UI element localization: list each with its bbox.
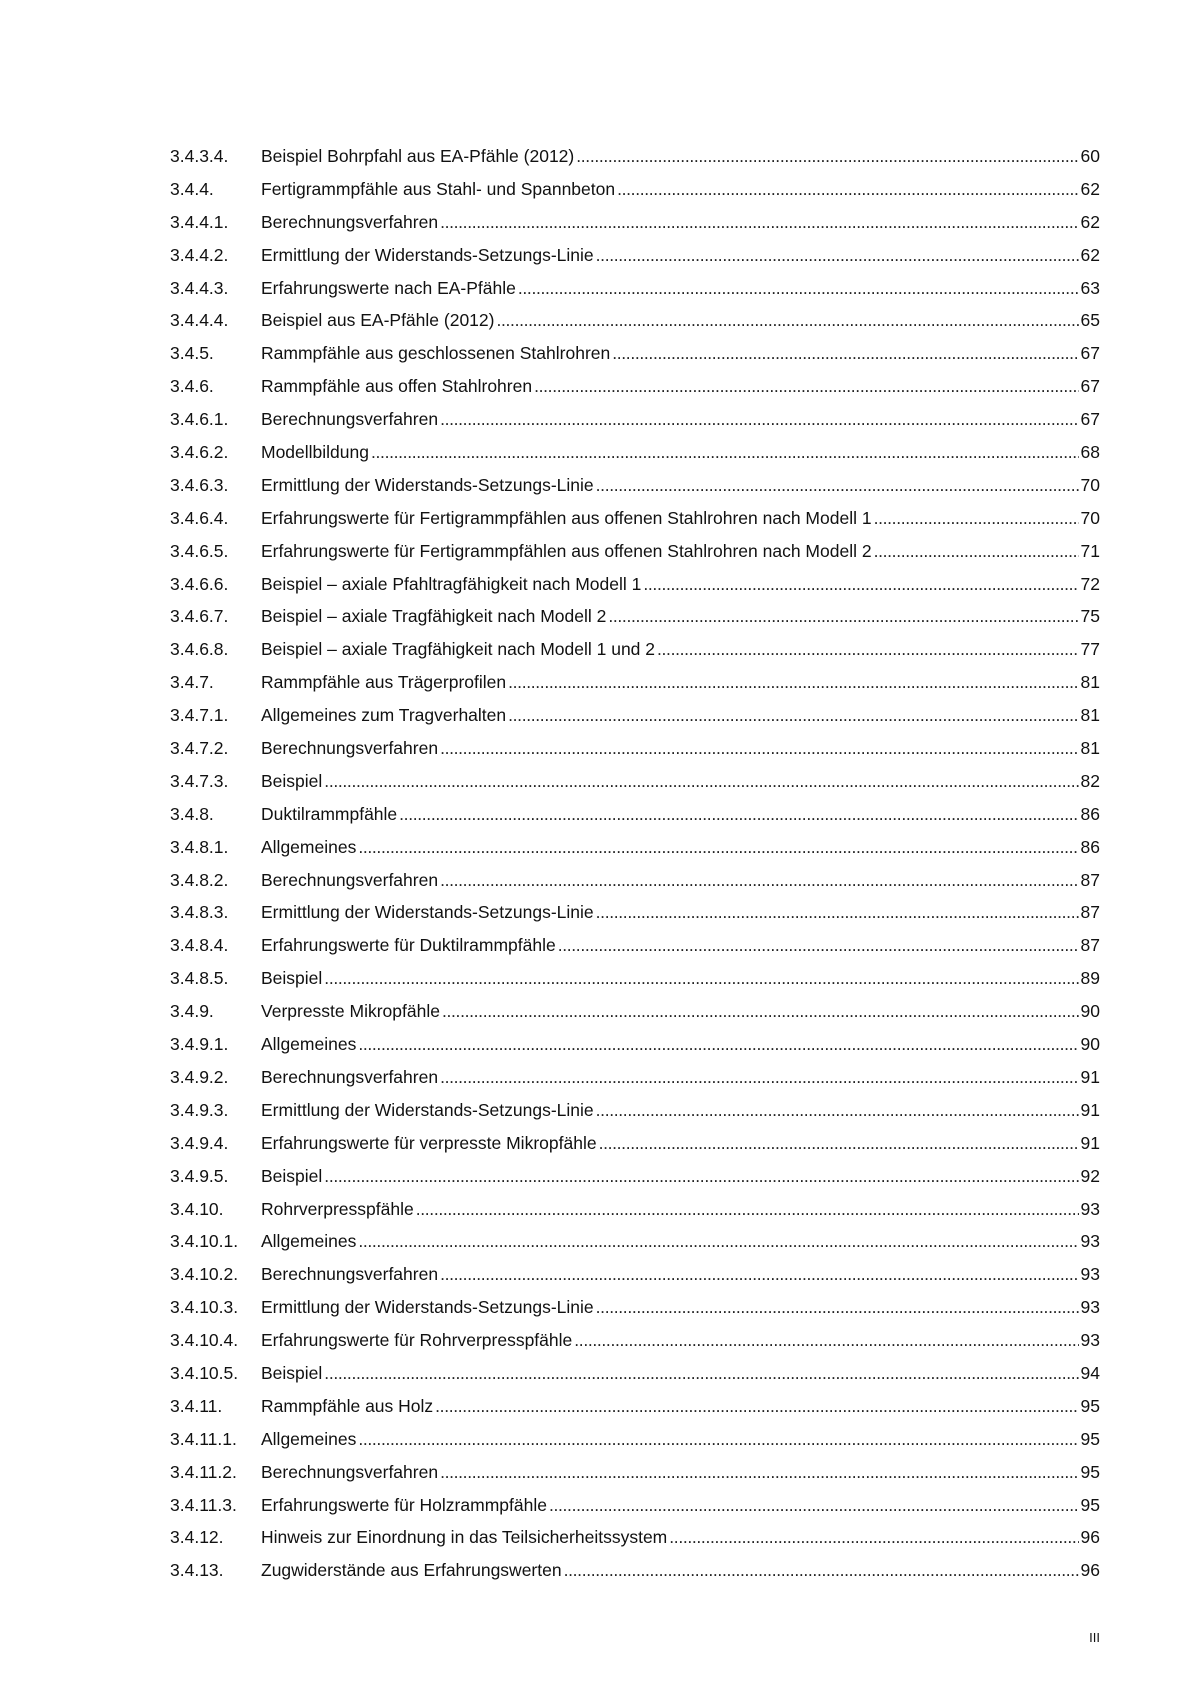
toc-leader-dots: [518, 272, 1079, 305]
toc-entry[interactable]: [170, 1127, 1100, 1160]
toc-entry[interactable]: [170, 1521, 1100, 1554]
toc-entry-page[interactable]: 87: [1080, 902, 1100, 923]
toc-leader-dots: [416, 1193, 1079, 1226]
toc-entry-number: 3.4.4.3.: [170, 277, 229, 298]
toc-entry-number: 3.4.8.4.: [170, 935, 229, 956]
toc-entry-page[interactable]: 81: [1080, 705, 1100, 726]
toc-entry[interactable]: [170, 535, 1100, 568]
toc-entry-page[interactable]: 62: [1080, 178, 1100, 199]
toc-entry-page[interactable]: 93: [1080, 1198, 1100, 1219]
toc-entry-page[interactable]: 75: [1080, 606, 1100, 627]
toc-entry-page[interactable]: 70: [1080, 474, 1100, 495]
toc-entry[interactable]: [170, 699, 1100, 732]
toc-leader-dots: [435, 1390, 1078, 1423]
toc-entry-title[interactable]: Beispiel: [261, 968, 323, 989]
toc-entry-page[interactable]: 93: [1080, 1297, 1100, 1318]
toc-leader-dots: [358, 1423, 1078, 1456]
toc-entry-number: 3.4.9.2.: [170, 1066, 229, 1087]
toc-leader-dots: [574, 1324, 1078, 1357]
toc-entry-title[interactable]: Allgemeines: [261, 836, 357, 857]
toc-entry-title[interactable]: Beispiel Bohrpfahl aus EA-Pfähle (2012): [261, 146, 575, 166]
toc-entry-page[interactable]: 87: [1080, 935, 1100, 956]
toc-entry-number: 3.4.6.4.: [170, 507, 229, 528]
toc-entry-number: 3.4.4.4.: [170, 310, 229, 331]
toc-entry-page[interactable]: 95: [1080, 1494, 1100, 1515]
toc-entry-title[interactable]: Erfahrungswerte für Rohrverpresspfähle: [261, 1330, 573, 1351]
toc-entry-title[interactable]: Erfahrungswerte für Fertigrammpfählen aus offenen Stahlrohren nach Modell 2: [261, 540, 872, 561]
toc-entry-title[interactable]: Rammpfähle aus geschlossenen Stahlrohren: [261, 343, 611, 364]
toc-entry-title[interactable]: Berechnungsverfahren: [261, 211, 439, 232]
toc-entry[interactable]: [170, 1160, 1100, 1193]
toc-leader-dots: [643, 568, 1078, 601]
toc-entry-page[interactable]: 67: [1080, 409, 1100, 430]
toc-entry[interactable]: [170, 1094, 1100, 1127]
toc-entry-title[interactable]: Hinweis zur Einordnung in das Teilsicherheitssystem: [261, 1527, 668, 1548]
toc-entry-title[interactable]: Beispiel – axiale Tragfähigkeit nach Modell 1 und 2: [261, 639, 655, 660]
toc-entry-title[interactable]: Berechnungsverfahren: [261, 1066, 439, 1087]
toc-entry[interactable]: [170, 864, 1100, 897]
toc-entry-page[interactable]: 65: [1080, 310, 1100, 331]
toc-entry-title[interactable]: Erfahrungswerte nach EA-Pfähle: [261, 277, 516, 298]
toc-leader-dots: [534, 370, 1078, 403]
toc-entry[interactable]: [170, 633, 1100, 666]
toc-entry-page[interactable]: 93: [1080, 1330, 1100, 1351]
toc-entry-number: 3.4.6.1.: [170, 409, 229, 430]
toc-entry-title[interactable]: Erfahrungswerte für Duktilrammpfähle: [261, 935, 556, 956]
toc-entry-number: 3.4.11.2.: [170, 1461, 237, 1482]
toc-leader-dots: [549, 1489, 1079, 1522]
toc-entry[interactable]: [170, 239, 1100, 272]
toc-leader-dots: [324, 765, 1078, 798]
toc-leader-dots: [442, 995, 1079, 1028]
toc-entry[interactable]: [170, 568, 1100, 601]
toc-entry[interactable]: [170, 436, 1100, 469]
toc-entry-number: 3.4.4.2.: [170, 244, 229, 265]
toc-entry[interactable]: [170, 272, 1100, 305]
toc-entry[interactable]: [170, 732, 1100, 765]
toc-leader-dots: [599, 1127, 1079, 1160]
toc-entry-number: 3.4.9.4.: [170, 1132, 229, 1153]
toc-entry-page[interactable]: 68: [1080, 442, 1100, 463]
toc-entry-title[interactable]: Ermittlung der Widerstands-Setzungs-Linie: [261, 1297, 594, 1318]
toc-entry-number: 3.4.6.6.: [170, 573, 229, 594]
toc-entry-page[interactable]: 71: [1080, 540, 1100, 561]
toc-entry-number: 3.4.7.1.: [170, 705, 229, 726]
toc-entry[interactable]: [170, 962, 1100, 995]
toc-entry[interactable]: [170, 1489, 1100, 1522]
toc-entry-number: 3.4.9.5.: [170, 1165, 229, 1186]
toc-entry-page[interactable]: 92: [1080, 1165, 1100, 1186]
toc-entry-title[interactable]: Beispiel – axiale Tragfähigkeit nach Modell 2: [261, 606, 607, 627]
toc-entry-page[interactable]: 72: [1080, 573, 1100, 594]
toc-leader-dots: [596, 1094, 1079, 1127]
toc-entry-title[interactable]: Verpresste Mikropfähle: [261, 1001, 440, 1022]
toc-entry-number: 3.4.6.5.: [170, 540, 229, 561]
toc-entry[interactable]: [170, 173, 1100, 206]
toc-entry[interactable]: [170, 1554, 1100, 1587]
toc-leader-dots: [496, 304, 1078, 337]
toc-entry-title[interactable]: Allgemeines: [261, 1034, 357, 1055]
toc-entry[interactable]: [170, 1028, 1100, 1061]
toc-entry-title[interactable]: Erfahrungswerte für Holzrammpfähle: [261, 1494, 547, 1515]
toc-leader-dots: [608, 600, 1078, 633]
toc-entry-page[interactable]: 77: [1080, 639, 1100, 660]
toc-entry-number: 3.4.9.1.: [170, 1034, 229, 1055]
toc-entry-title[interactable]: Rammpfähle aus Holz: [261, 1395, 434, 1416]
table-of-contents: [170, 140, 1100, 1587]
toc-entry-title[interactable]: Berechnungsverfahren: [261, 1461, 439, 1482]
toc-leader-dots: [612, 337, 1078, 370]
toc-entry-number: 3.4.6.2.: [170, 442, 229, 463]
toc-entry-page[interactable]: 87: [1080, 869, 1100, 890]
toc-entry[interactable]: [170, 140, 1100, 173]
toc-entry[interactable]: [170, 1258, 1100, 1291]
toc-leader-dots: [324, 962, 1078, 995]
toc-entry-page[interactable]: 67: [1080, 343, 1100, 364]
toc-leader-dots: [399, 798, 1078, 831]
toc-entry[interactable]: [170, 1291, 1100, 1324]
toc-entry[interactable]: [170, 929, 1100, 962]
toc-entry-page[interactable]: 63: [1080, 277, 1100, 298]
toc-leader-dots: [564, 1554, 1079, 1587]
toc-entry-number: 3.4.4.1.: [170, 211, 229, 232]
toc-entry-page[interactable]: 81: [1080, 738, 1100, 759]
toc-leader-dots: [596, 896, 1079, 929]
toc-entry-number: 3.4.10.5.: [170, 1362, 239, 1383]
toc-entry-number: 3.4.10.2.: [170, 1264, 239, 1285]
toc-entry[interactable]: [170, 765, 1100, 798]
toc-entry-number: 3.4.8.1.: [170, 836, 229, 857]
toc-entry-number: 3.4.6.3.: [170, 474, 229, 495]
toc-entry-number: 3.4.3.4.: [170, 146, 229, 166]
toc-entry[interactable]: [170, 1225, 1100, 1258]
toc-entry[interactable]: [170, 995, 1100, 1028]
toc-entry-title[interactable]: Berechnungsverfahren: [261, 738, 439, 759]
toc-entry-number: 3.4.11.1.: [170, 1428, 237, 1449]
toc-entry-number: 3.4.5.: [170, 343, 214, 364]
toc-entry-title[interactable]: Zugwiderstände aus Erfahrungswerten: [261, 1560, 562, 1581]
toc-entry-page[interactable]: 60: [1080, 146, 1100, 166]
toc-leader-dots: [596, 1291, 1079, 1324]
toc-leader-dots: [440, 732, 1078, 765]
toc-entry[interactable]: [170, 370, 1100, 403]
toc-entry-page[interactable]: 94: [1080, 1362, 1100, 1383]
toc-entry-title[interactable]: Ermittlung der Widerstands-Setzungs-Linie: [261, 474, 594, 495]
toc-entry-title[interactable]: Berechnungsverfahren: [261, 1264, 439, 1285]
toc-entry[interactable]: [170, 1357, 1100, 1390]
toc-leader-dots: [440, 1061, 1078, 1094]
toc-entry[interactable]: [170, 666, 1100, 699]
toc-leader-dots: [440, 864, 1078, 897]
toc-entry-page[interactable]: 70: [1080, 507, 1100, 528]
toc-entry[interactable]: [170, 1324, 1100, 1357]
toc-entry-page[interactable]: 62: [1080, 244, 1100, 265]
toc-entry-number: 3.4.10.1.: [170, 1231, 239, 1252]
toc-leader-dots: [358, 831, 1078, 864]
toc-entry[interactable]: [170, 1193, 1100, 1226]
toc-entry[interactable]: [170, 1423, 1100, 1456]
toc-entry-page[interactable]: 67: [1080, 376, 1100, 397]
toc-leader-dots: [358, 1028, 1078, 1061]
toc-entry-number: 3.4.6.7.: [170, 606, 229, 627]
toc-entry-title[interactable]: Beispiel: [261, 1362, 323, 1383]
toc-entry-number: 3.4.11.: [170, 1395, 223, 1416]
toc-leader-dots: [657, 633, 1079, 666]
toc-entry-page[interactable]: 86: [1080, 836, 1100, 857]
toc-entry-number: 3.4.8.: [170, 803, 214, 824]
toc-entry-title[interactable]: Berechnungsverfahren: [261, 869, 439, 890]
page-number: III: [1089, 1630, 1100, 1645]
toc-leader-dots: [440, 1258, 1078, 1291]
toc-entry-title[interactable]: Allgemeines: [261, 1231, 357, 1252]
toc-entry[interactable]: [170, 896, 1100, 929]
toc-entry[interactable]: [170, 798, 1100, 831]
toc-entry-title[interactable]: Beispiel: [261, 1165, 323, 1186]
toc-entry-page[interactable]: 86: [1080, 803, 1100, 824]
toc-entry[interactable]: [170, 1061, 1100, 1094]
toc-entry-page[interactable]: 95: [1080, 1395, 1100, 1416]
toc-entry[interactable]: [170, 502, 1100, 535]
toc-leader-dots: [324, 1357, 1078, 1390]
toc-leader-dots: [440, 403, 1078, 436]
toc-entry-title[interactable]: Ermittlung der Widerstands-Setzungs-Linie: [261, 244, 594, 265]
toc-leader-dots: [576, 140, 1078, 173]
toc-entry-number: 3.4.8.2.: [170, 869, 229, 890]
toc-entry-title[interactable]: Modellbildung: [261, 442, 369, 463]
toc-entry-title[interactable]: Beispiel – axiale Pfahltragfähigkeit nach Modell 1: [261, 573, 642, 594]
toc-entry-number: 3.4.8.5.: [170, 968, 229, 989]
toc-entry-page[interactable]: 93: [1080, 1231, 1100, 1252]
toc-leader-dots: [508, 666, 1078, 699]
toc-entry-number: 3.4.9.3.: [170, 1099, 229, 1120]
toc-entry-number: 3.4.4.: [170, 178, 214, 199]
toc-entry[interactable]: [170, 337, 1100, 370]
toc-entry[interactable]: [170, 469, 1100, 502]
toc-entry-title[interactable]: Ermittlung der Widerstands-Setzungs-Linie: [261, 1099, 594, 1120]
toc-entry-page[interactable]: 93: [1080, 1264, 1100, 1285]
toc-entry-page[interactable]: 89: [1080, 968, 1100, 989]
toc-leader-dots: [596, 239, 1079, 272]
toc-entry-number: 3.4.6.8.: [170, 639, 229, 660]
toc-entry-number: 3.4.9.: [170, 1001, 214, 1022]
toc-entry[interactable]: [170, 304, 1100, 337]
toc-leader-dots: [874, 535, 1079, 568]
toc-entry-title[interactable]: Rammpfähle aus offen Stahlrohren: [261, 376, 533, 397]
toc-entry[interactable]: [170, 1456, 1100, 1489]
toc-entry-title[interactable]: Rammpfähle aus Trägerprofilen: [261, 672, 507, 693]
toc-leader-dots: [596, 469, 1079, 502]
toc-entry-title[interactable]: Beispiel: [261, 770, 323, 791]
toc-entry-number: 3.4.10.3.: [170, 1297, 239, 1318]
toc-entry-number: 3.4.10.4.: [170, 1330, 239, 1351]
toc-leader-dots: [371, 436, 1079, 469]
toc-entry-number: 3.4.10.: [170, 1198, 224, 1219]
toc-entry-page[interactable]: 62: [1080, 211, 1100, 232]
toc-leader-dots: [358, 1225, 1078, 1258]
toc-entry-page[interactable]: 96: [1080, 1560, 1100, 1581]
toc-entry[interactable]: [170, 831, 1100, 864]
toc-entry-number: 3.4.6.: [170, 376, 214, 397]
toc-entry-title[interactable]: Beispiel aus EA-Pfähle (2012): [261, 310, 495, 331]
toc-leader-dots: [440, 1456, 1078, 1489]
toc-entry-page[interactable]: 90: [1080, 1034, 1100, 1055]
toc-entry-page[interactable]: 81: [1080, 672, 1100, 693]
toc-entry[interactable]: [170, 403, 1100, 436]
toc-leader-dots: [324, 1160, 1078, 1193]
toc-entry-page[interactable]: 91: [1080, 1066, 1100, 1087]
toc-entry-number: 3.4.7.3.: [170, 770, 229, 791]
toc-entry-page[interactable]: 82: [1080, 770, 1100, 791]
toc-entry-number: 3.4.11.3.: [170, 1494, 237, 1515]
toc-entry[interactable]: [170, 206, 1100, 239]
toc-entry-number: 3.4.7.: [170, 672, 214, 693]
toc-leader-dots: [508, 699, 1078, 732]
toc-entry-title[interactable]: Fertigrammpfähle aus Stahl- und Spannbeton: [261, 178, 616, 199]
toc-entry-title[interactable]: Ermittlung der Widerstands-Setzungs-Linie: [261, 902, 594, 923]
toc-leader-dots: [617, 173, 1078, 206]
toc-entry[interactable]: [170, 1390, 1100, 1423]
toc-leader-dots: [874, 502, 1079, 535]
toc-leader-dots: [440, 206, 1078, 239]
toc-entry-number: 3.4.13.: [170, 1560, 224, 1581]
toc-entry-title[interactable]: Allgemeines zum Tragverhalten: [261, 705, 507, 726]
toc-entry-page[interactable]: 90: [1080, 1001, 1100, 1022]
toc-entry-number: 3.4.8.3.: [170, 902, 229, 923]
toc-entry-title[interactable]: Erfahrungswerte für verpresste Mikropfähle: [261, 1132, 597, 1153]
toc-entry-page[interactable]: 96: [1080, 1527, 1100, 1548]
toc-entry-number: 3.4.12.: [170, 1527, 224, 1548]
toc-entry-page[interactable]: 91: [1080, 1132, 1100, 1153]
toc-entry-title[interactable]: Berechnungsverfahren: [261, 409, 439, 430]
toc-entry-page[interactable]: 95: [1080, 1428, 1100, 1449]
toc-entry-title[interactable]: Duktilrammpfähle: [261, 803, 398, 824]
toc-leader-dots: [669, 1521, 1078, 1554]
toc-entry-number: 3.4.7.2.: [170, 738, 229, 759]
toc-entry-page[interactable]: 95: [1080, 1461, 1100, 1482]
toc-leader-dots: [558, 929, 1079, 962]
toc-entry[interactable]: [170, 600, 1100, 633]
toc-entry-title[interactable]: Allgemeines: [261, 1428, 357, 1449]
toc-entry-title[interactable]: Erfahrungswerte für Fertigrammpfählen aus offenen Stahlrohren nach Modell 1: [261, 507, 872, 528]
toc-entry-page[interactable]: 91: [1080, 1099, 1100, 1120]
toc-entry-title[interactable]: Rohrverpresspfähle: [261, 1198, 414, 1219]
